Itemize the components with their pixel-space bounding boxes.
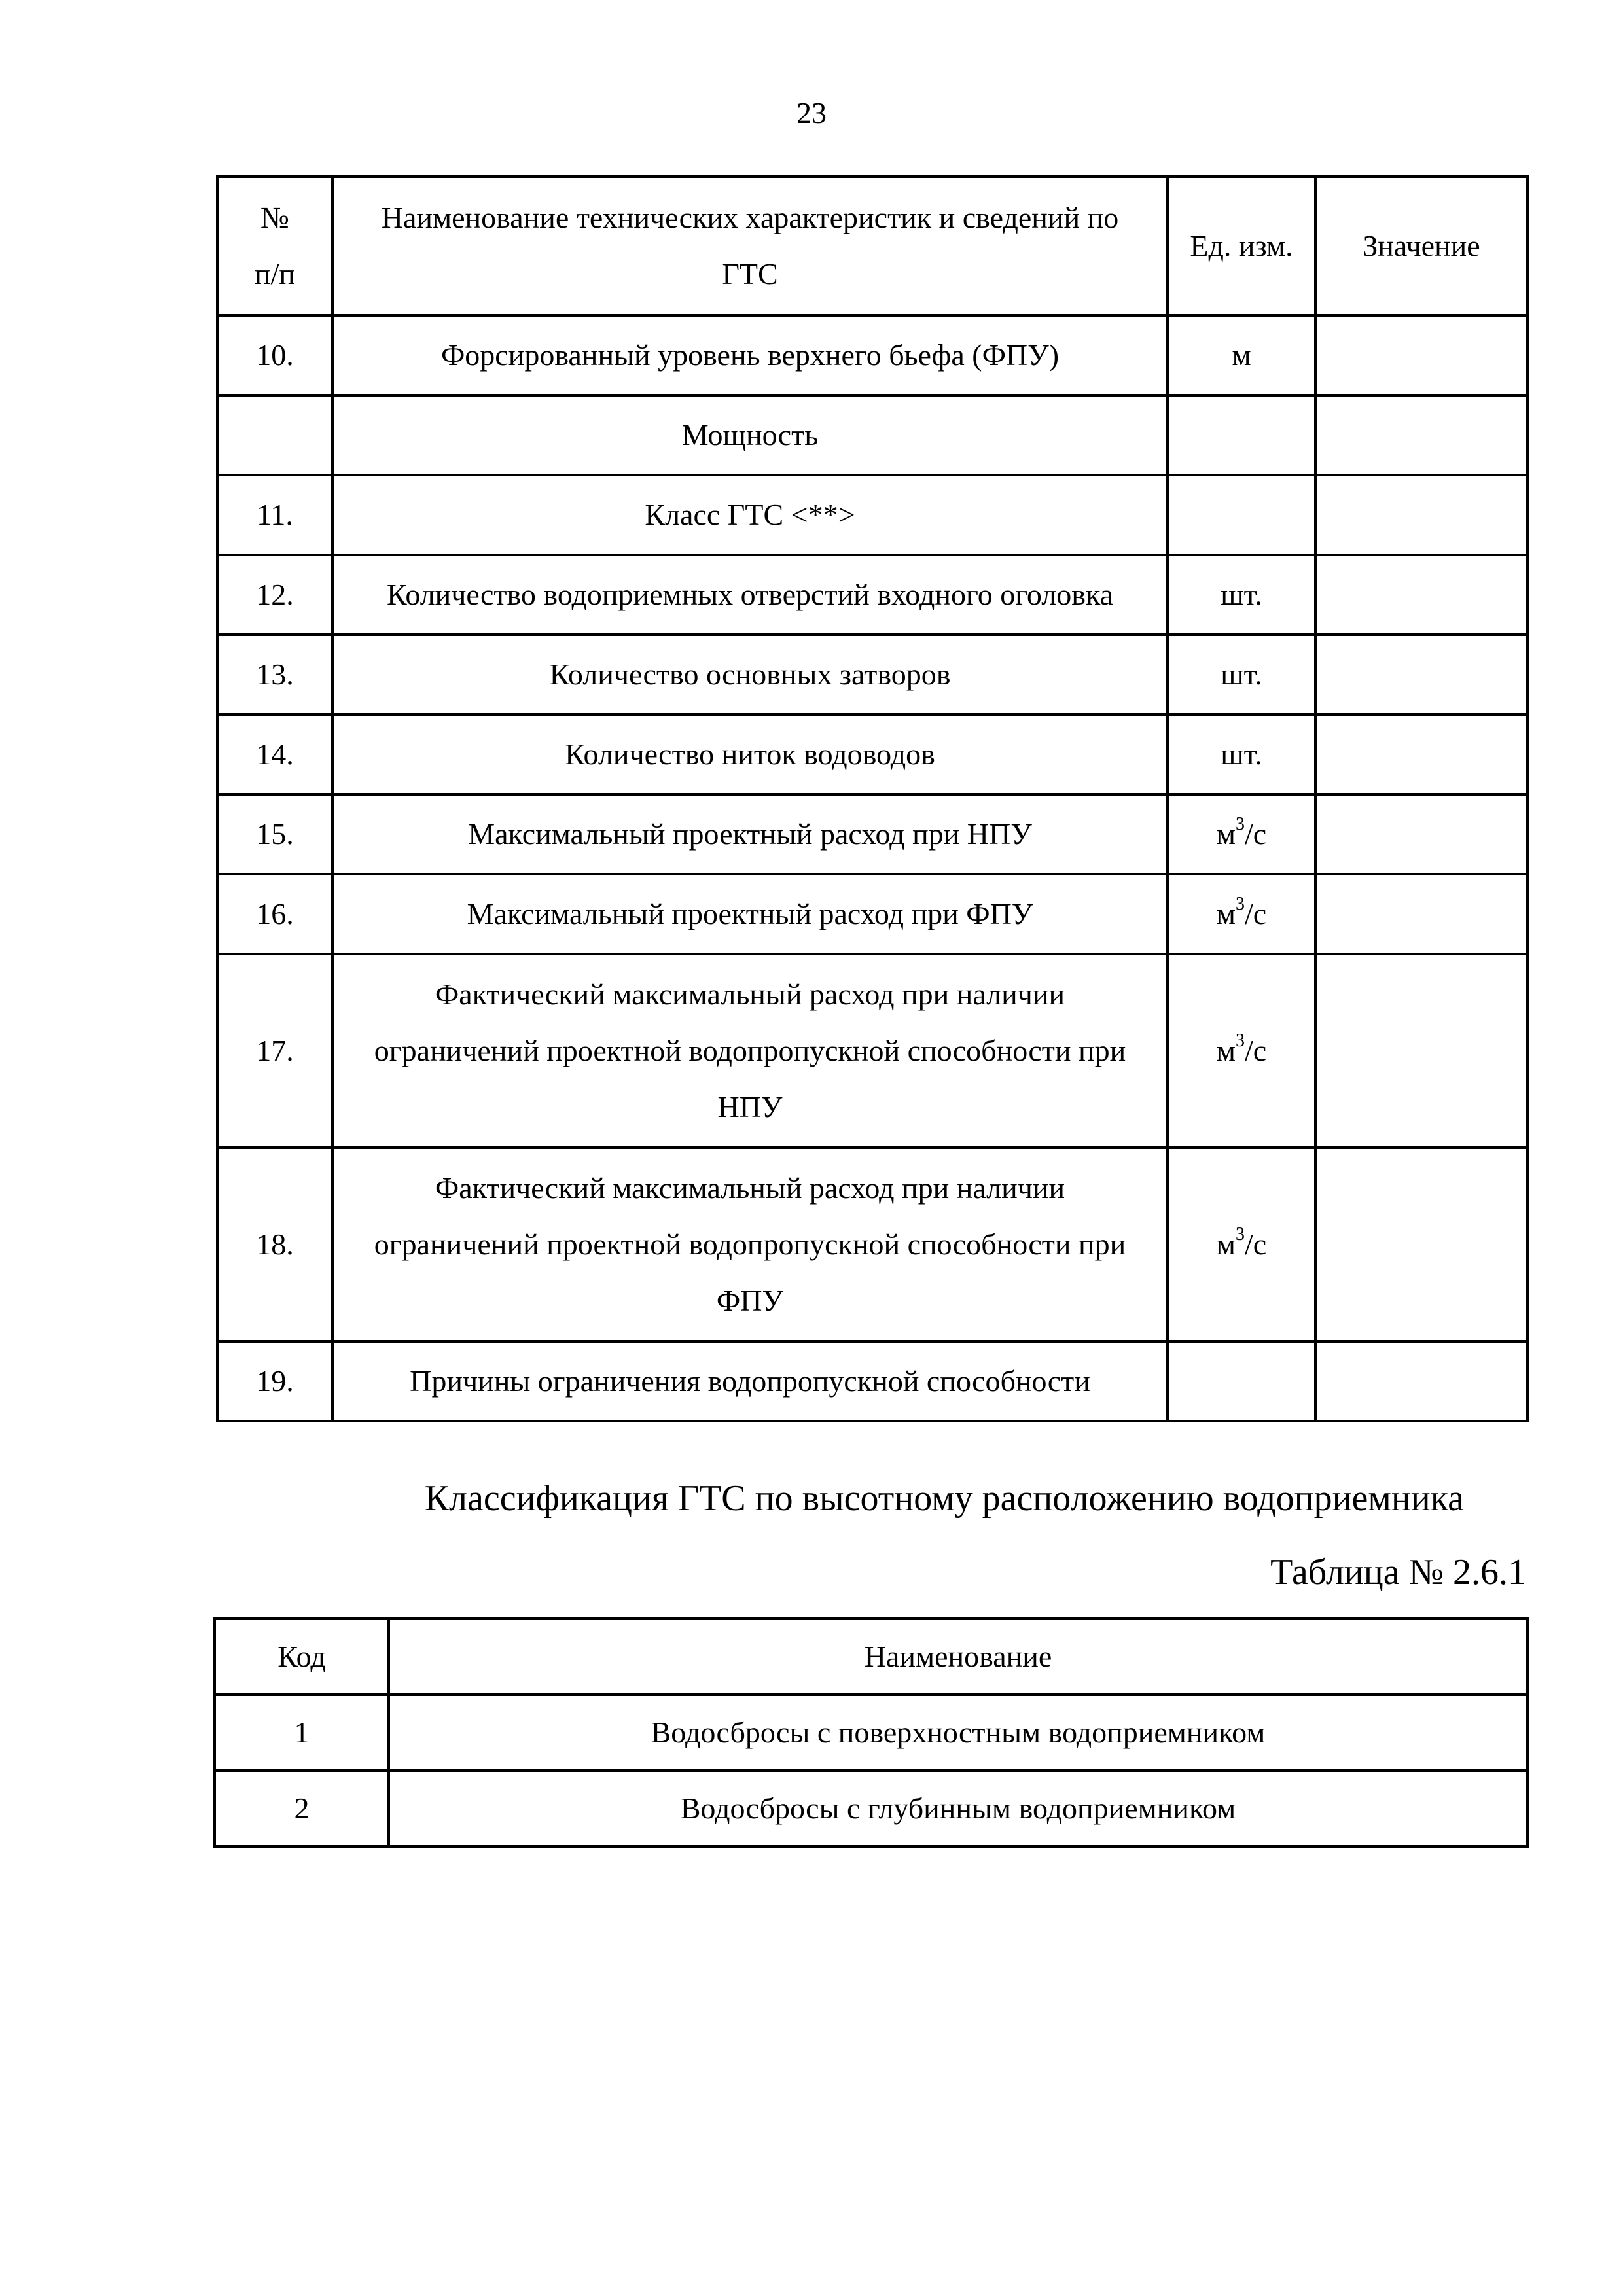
- row-unit: [1168, 874, 1315, 954]
- header-name: Наименование технических характеристик и сведений по ГТС: [332, 177, 1168, 315]
- row-value: [1315, 715, 1527, 794]
- table-row: [217, 1341, 1527, 1421]
- unit-exponent: 3: [1235, 1031, 1245, 1051]
- table-row: [217, 395, 1527, 475]
- classification-header-row: [215, 1619, 1527, 1695]
- row-name: Максимальный проектный расход при НПУ: [332, 794, 1168, 874]
- row-name: Форсированный уровень верхнего бьефа (ФПУ): [332, 315, 1168, 395]
- row-name: Количество основных затворов: [332, 635, 1168, 715]
- header-num: № п/п: [217, 177, 332, 315]
- unit-tail: /с: [1244, 1227, 1267, 1261]
- row-unit: [1168, 954, 1315, 1148]
- table-header-row: [217, 177, 1527, 315]
- row-name: Фактический максимальный расход при наличии ограничений проектной водопропускной способности при ФПУ: [332, 1148, 1168, 1341]
- table-row: [217, 874, 1527, 954]
- characteristics-table: [216, 175, 1529, 1422]
- row-code: 1: [215, 1695, 389, 1771]
- row-value: [1315, 954, 1527, 1148]
- row-value: [1315, 315, 1527, 395]
- unit-exponent: 3: [1235, 894, 1245, 914]
- row-num: 13.: [217, 635, 332, 715]
- classification-table: [213, 1617, 1529, 1848]
- table-row: [217, 1148, 1527, 1341]
- table-number-label: Таблица № 2.6.1: [1270, 1552, 1526, 1593]
- row-value: [1315, 635, 1527, 715]
- row-value: [1315, 1341, 1527, 1421]
- header-code: Код: [215, 1619, 389, 1695]
- unit-exponent: 3: [1235, 1224, 1245, 1245]
- row-name: Мощность: [332, 395, 1168, 475]
- row-value: [1315, 395, 1527, 475]
- classification-row: [215, 1695, 1527, 1771]
- row-unit: [1168, 395, 1315, 475]
- row-name: Максимальный проектный расход при ФПУ: [332, 874, 1168, 954]
- table-row: [217, 794, 1527, 874]
- row-unit: шт.: [1168, 715, 1315, 794]
- row-num: [217, 395, 332, 475]
- row-num: 14.: [217, 715, 332, 794]
- table-row: [217, 555, 1527, 635]
- classification-row: [215, 1771, 1527, 1846]
- row-num: 19.: [217, 1341, 332, 1421]
- table-row: [217, 475, 1527, 555]
- row-num: 11.: [217, 475, 332, 555]
- unit-tail: /с: [1244, 897, 1267, 930]
- row-value: [1315, 794, 1527, 874]
- row-unit: м: [1168, 315, 1315, 395]
- unit-tail: /с: [1244, 817, 1267, 851]
- header-unit: Ед. изм.: [1168, 177, 1315, 315]
- row-code: 2: [215, 1771, 389, 1846]
- row-name: Количество ниток водоводов: [332, 715, 1168, 794]
- unit-exponent: 3: [1235, 814, 1245, 834]
- header-name: Наименование: [389, 1619, 1527, 1695]
- row-unit: шт.: [1168, 635, 1315, 715]
- table-row: [217, 954, 1527, 1148]
- row-num: 18.: [217, 1148, 332, 1341]
- row-name: Причины ограничения водопропускной способности: [332, 1341, 1168, 1421]
- row-num: 12.: [217, 555, 332, 635]
- row-unit: шт.: [1168, 555, 1315, 635]
- unit-base: м: [1216, 1227, 1236, 1261]
- row-value: [1315, 1148, 1527, 1341]
- row-name: Фактический максимальный расход при наличии ограничений проектной водопропускной способности при НПУ: [332, 954, 1168, 1148]
- row-unit: [1168, 1148, 1315, 1341]
- row-unit: [1168, 1341, 1315, 1421]
- row-num: 15.: [217, 794, 332, 874]
- unit-tail: /с: [1244, 1034, 1267, 1067]
- header-value: Значение: [1315, 177, 1527, 315]
- row-name: Водосбросы с глубинным водоприемником: [389, 1771, 1527, 1846]
- page-number: 23: [796, 96, 827, 130]
- row-num: 17.: [217, 954, 332, 1148]
- row-value: [1315, 475, 1527, 555]
- row-name: Класс ГТС <**>: [332, 475, 1168, 555]
- row-num: 10.: [217, 315, 332, 395]
- unit-base: м: [1216, 817, 1236, 851]
- table-row: [217, 315, 1527, 395]
- row-value: [1315, 874, 1527, 954]
- row-num: 16.: [217, 874, 332, 954]
- table-row: [217, 715, 1527, 794]
- unit-base: м: [1216, 897, 1236, 930]
- classification-title: Классификация ГТС по высотному расположению водоприемника: [424, 1478, 1464, 1519]
- table-row: [217, 635, 1527, 715]
- row-value: [1315, 555, 1527, 635]
- row-unit: [1168, 794, 1315, 874]
- unit-base: м: [1216, 1034, 1236, 1067]
- row-unit: [1168, 475, 1315, 555]
- row-name: Количество водоприемных отверстий входного оголовка: [332, 555, 1168, 635]
- row-name: Водосбросы с поверхностным водоприемником: [389, 1695, 1527, 1771]
